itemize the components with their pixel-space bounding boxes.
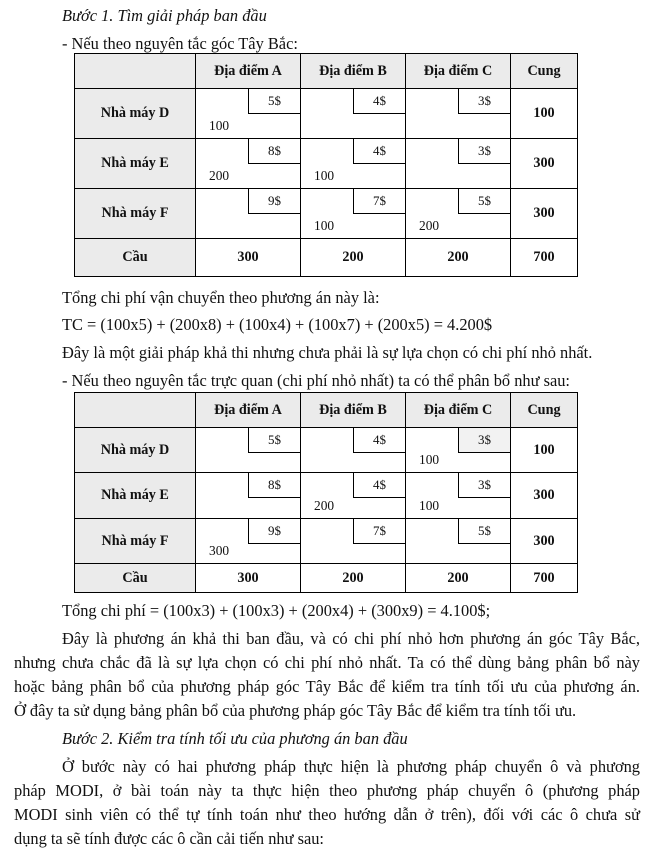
paragraph-line: Ở bước này có hai phương pháp thực hiện là phương pháp chuyển ô và phương bbox=[62, 757, 640, 776]
allocation-cell bbox=[406, 139, 511, 189]
unit-cost: 3$ bbox=[458, 473, 510, 498]
allocation-cell bbox=[301, 189, 406, 239]
unit-cost: 5$ bbox=[248, 89, 300, 114]
header-empty-cell bbox=[75, 393, 196, 428]
allocation-qty: 100 bbox=[314, 168, 335, 183]
allocation-qty: 100 bbox=[419, 452, 440, 467]
unit-cost: 8$ bbox=[248, 473, 300, 498]
allocation-cell bbox=[196, 428, 301, 473]
allocation-cell bbox=[406, 473, 511, 519]
unit-cost: 3$ bbox=[458, 428, 510, 453]
supply-value: 100 bbox=[511, 428, 578, 473]
supply-value: 300 bbox=[511, 189, 578, 239]
paragraph-line: pháp MODI, ở bài toán này ta thực hiện theo phương pháp chuyển ô (phương pháp bbox=[14, 781, 640, 800]
demand-value: 200 bbox=[301, 239, 406, 277]
allocation-cell bbox=[196, 89, 301, 139]
allocation-cell bbox=[301, 89, 406, 139]
header-supply: Cung bbox=[511, 393, 578, 428]
demand-row bbox=[75, 564, 578, 593]
row-label-factory-d: Nhà máy D bbox=[75, 428, 196, 473]
allocation-cell bbox=[406, 89, 511, 139]
allocation-cell bbox=[196, 189, 301, 239]
unit-cost: 7$ bbox=[353, 519, 405, 544]
paragraph-line: MODI sinh viên có thể tự tính toán như theo hướng dẫn ở trên), đối với các ô chưa sử bbox=[14, 805, 640, 824]
table-row bbox=[75, 473, 578, 519]
unit-cost: 3$ bbox=[458, 139, 510, 164]
demand-value: 200 bbox=[406, 564, 511, 593]
header-location-c: Địa điểm C bbox=[406, 54, 511, 89]
paragraph-comparison bbox=[14, 627, 640, 723]
allocation-qty: 300 bbox=[209, 543, 230, 558]
row-label-factory-f: Nhà máy F bbox=[75, 189, 196, 239]
unit-cost: 4$ bbox=[353, 428, 405, 453]
unit-cost: 9$ bbox=[248, 519, 300, 544]
row-label-factory-d: Nhà máy D bbox=[75, 89, 196, 139]
header-empty-cell bbox=[75, 54, 196, 89]
paragraph-line: hoặc bảng phân bổ của phương pháp góc Tây Bắc để kiểm tra tính tối ưu của phương án. bbox=[14, 677, 640, 696]
supply-value: 300 bbox=[511, 139, 578, 189]
demand-row bbox=[75, 239, 578, 277]
step2-heading: Bước 2. Kiểm tra tính tối ưu của phương án ban đầu bbox=[62, 729, 408, 748]
row-label-demand: Cầu bbox=[75, 564, 196, 593]
demand-value: 200 bbox=[301, 564, 406, 593]
header-location-b: Địa điểm B bbox=[301, 54, 406, 89]
total-cost-2: Tổng chi phí = (100x3) + (100x3) + (200x4) + (300x9) = 4.100$; bbox=[62, 601, 491, 620]
northwest-intro: - Nếu theo nguyên tắc góc Tây Bắc: bbox=[62, 34, 298, 53]
transport-table-min-cost bbox=[74, 392, 578, 593]
intuitive-intro: - Nếu theo nguyên tắc trực quan (chi phí nhỏ nhất) ta có thể phân bổ như sau: bbox=[62, 371, 570, 390]
allocation-cell bbox=[301, 139, 406, 189]
table-row bbox=[75, 139, 578, 189]
allocation-qty: 100 bbox=[209, 118, 230, 133]
allocation-qty: 200 bbox=[419, 218, 440, 233]
supply-value: 300 bbox=[511, 473, 578, 519]
transport-table-northwest bbox=[74, 53, 578, 277]
allocation-cell bbox=[406, 519, 511, 564]
unit-cost: 4$ bbox=[353, 473, 405, 498]
row-label-demand: Cầu bbox=[75, 239, 196, 277]
allocation-cell bbox=[406, 428, 511, 473]
table-row bbox=[75, 89, 578, 139]
header-supply: Cung bbox=[511, 54, 578, 89]
table-row bbox=[75, 189, 578, 239]
total-cost-label: Tổng chi phí vận chuyển theo phương án này là: bbox=[62, 288, 380, 307]
allocation-cell bbox=[301, 519, 406, 564]
allocation-cell bbox=[301, 473, 406, 519]
header-location-c: Địa điểm C bbox=[406, 393, 511, 428]
unit-cost: 5$ bbox=[458, 189, 510, 214]
allocation-qty: 100 bbox=[419, 498, 440, 513]
allocation-cell bbox=[196, 519, 301, 564]
row-label-factory-e: Nhà máy E bbox=[75, 139, 196, 189]
allocation-cell bbox=[196, 139, 301, 189]
unit-cost: 4$ bbox=[353, 89, 405, 114]
allocation-qty: 200 bbox=[314, 498, 335, 513]
demand-value: 300 bbox=[196, 564, 301, 593]
demand-value: 200 bbox=[406, 239, 511, 277]
header-location-a: Địa điểm A bbox=[196, 54, 301, 89]
paragraph-step2 bbox=[14, 755, 640, 851]
feasible-note: Đây là một giải pháp khả thi nhưng chưa phải là sự lựa chọn có chi phí nhỏ nhất. bbox=[62, 343, 593, 362]
paragraph-line: dụng ta sẽ tính được các ô cần cải tiến như sau: bbox=[14, 829, 324, 848]
demand-value: 300 bbox=[196, 239, 301, 277]
row-label-factory-e: Nhà máy E bbox=[75, 473, 196, 519]
header-location-a: Địa điểm A bbox=[196, 393, 301, 428]
step1-heading: Bước 1. Tìm giải pháp ban đầu bbox=[62, 6, 267, 25]
unit-cost: 5$ bbox=[248, 428, 300, 453]
allocation-cell bbox=[196, 473, 301, 519]
table-row bbox=[75, 519, 578, 564]
total-value: 700 bbox=[511, 239, 578, 277]
allocation-qty: 100 bbox=[314, 218, 335, 233]
unit-cost: 5$ bbox=[458, 519, 510, 544]
unit-cost: 8$ bbox=[248, 139, 300, 164]
unit-cost: 9$ bbox=[248, 189, 300, 214]
unit-cost: 3$ bbox=[458, 89, 510, 114]
supply-value: 100 bbox=[511, 89, 578, 139]
allocation-cell bbox=[301, 428, 406, 473]
allocation-qty: 200 bbox=[209, 168, 230, 183]
supply-value: 300 bbox=[511, 519, 578, 564]
row-label-factory-f: Nhà máy F bbox=[75, 519, 196, 564]
paragraph-line: nhưng chưa chắc đã là sự lựa chọn có chi phí nhỏ nhất. Ta có thể dùng bảng phân bổ này bbox=[14, 653, 640, 672]
unit-cost: 7$ bbox=[353, 189, 405, 214]
header-location-b: Địa điểm B bbox=[301, 393, 406, 428]
allocation-cell bbox=[406, 189, 511, 239]
paragraph-line: Ở đây ta sử dụng bảng phân bổ của phương pháp góc Tây Bắc để kiểm tra tính tối ưu. bbox=[14, 701, 577, 720]
paragraph-line: Đây là phương án khả thi ban đầu, và có chi phí nhỏ hơn phương án góc Tây Bắc, bbox=[62, 629, 640, 648]
table-row bbox=[75, 428, 578, 473]
total-value: 700 bbox=[511, 564, 578, 593]
tc-formula: TC = (100x5) + (200x8) + (100x4) + (100x7) + (200x5) = 4.200$ bbox=[62, 315, 493, 334]
unit-cost: 4$ bbox=[353, 139, 405, 164]
